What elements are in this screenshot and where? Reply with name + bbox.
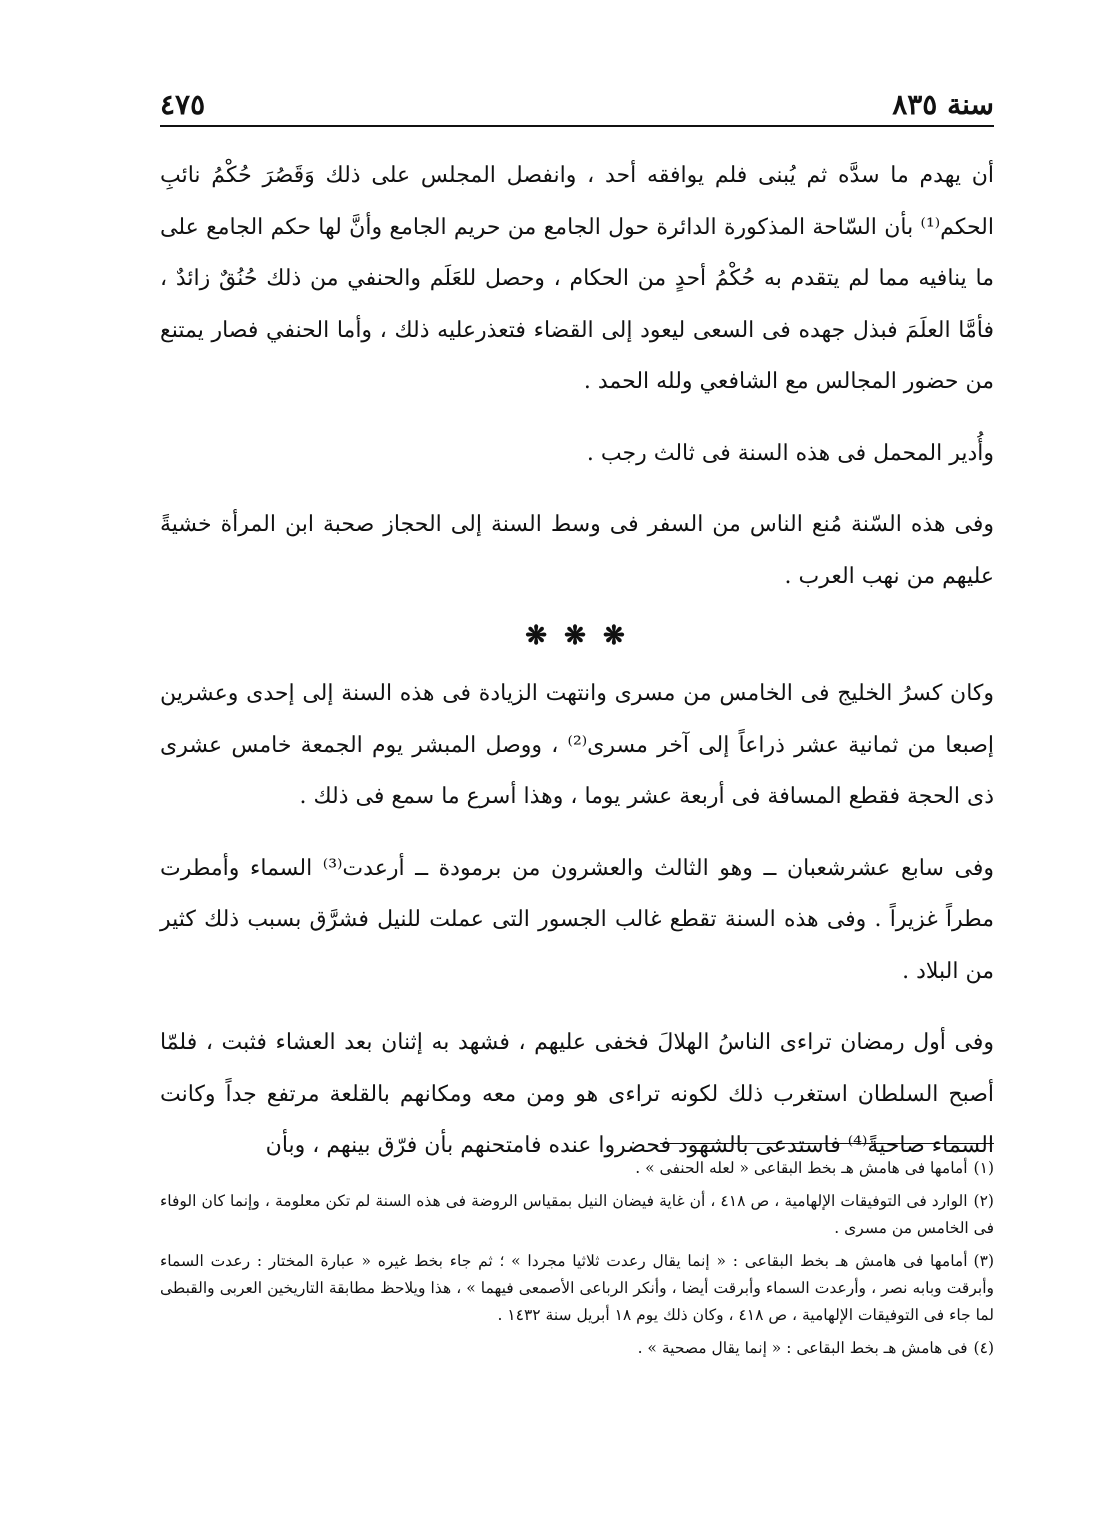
footnote [160,1155,994,1182]
paragraph: وأُدير المحمل فى هذه السنة فى ثالث رجب . [586,440,994,466]
footnote-number: (٢) [973,1192,994,1210]
paragraph: وفى أول رمضان تراءى الناسُ الهلالَ فخفى عليهم ، فشهد به إثنان بعد العشاء فثبت ، فلمّا أصبح السلطان استغرب ذلك لكونه تراءى هو ومن معه ومكانهم بالقلعة مرتفع جداً وكانت السماء صاحيةً⁽⁴⁾ فاستدعى بالشهود فحضروا عنده فامتحنهم بأن فرّق بينهم ، وبأن [160,1030,994,1158]
section-separator: ❋ ❋ ❋ [525,621,629,651]
main-text [160,150,994,1192]
footnote [160,1188,994,1242]
footnote [160,1335,994,1362]
footnote-number: (٤) [973,1339,994,1357]
header-year: سنة ٨٣٥ [892,88,994,121]
footnote [160,1248,994,1329]
paragraph: وفى هذه السّنة مُنع الناس من السفر فى وسط السنة إلى الحجاز صحبة ابن المرأة خشيةً عليهم من نهب العرب . [160,512,994,589]
paragraph: أن يهدم ما سدَّه ثم يُبنى فلم يوافقه أحد ، وانفصل المجلس على ذلك وَقَصُرَ حُكْمُ نائبِ الحكم⁽¹⁾ بأن السّاحة المذكورة الدائرة حول الجامع من حريم الجامع وأنَّ لها حكم الجامع على ما ينافيه مما لم يتقدم به حُكْمُ أحدٍ من الحكام ، وحصل للعَلَم والحنفي من ذلك حُنُقٌ زائدٌ ، فأمَّا العلَمَ فبذل جهده فى السعى ليعود إلى القضاء فتعذرعليه ذلك ، وأما الحنفي فصار يمتنع من حضور المجالس مع الشافعي ولله الحمد . [160,163,994,394]
footnote-text: أمامها فى هامش هـ بخط البقاعى : « إنما يقال رعدت ثلاثيا مجردا » ؛ ثم جاء بخط غيره « عبارة المختار : رعدت السماء وأبرقت وبابه نصر ، وأرعدت السماء وأبرقت أيضا ، وأنكر الرباعى الأصمعى فيهما » ، هذا ويلاحظ مطابقة التاريخين العربى والقبطى لما جاء فى التوفيقات الإلهامية ، ص ٤١٨ ، وكان ذلك يوم ١٨ أبريل سنة ١٤٣٢ . [160,1252,994,1324]
footnote-number: (٣) [973,1252,994,1270]
footnote-text: أمامها فى هامش هـ بخط البقاعى « لعله الحنفى » . [635,1159,968,1177]
page-number: ٤٧٥ [160,88,206,121]
running-header [160,88,994,126]
footnote-divider [660,1143,994,1144]
paragraph: وكان كسرُ الخليج فى الخامس من مسرى وانتهت الزيادة فى هذه السنة إلى إحدى وعشرين إصبعا من ثمانية عشر ذراعاً إلى آخر مسرى⁽²⁾ ، ووصل المبشر يوم الجمعة خامس عشرى ذى الحجة فقطع المسافة فى أربعة عشر يوما ، وهذا أسرع ما سمع فى ذلك . [160,681,995,809]
footnote-text: فى هامش هـ بخط البقاعى : « إنما يقال مصحية » . [637,1339,968,1357]
footnotes [160,1155,994,1368]
header-divider [160,125,994,127]
footnote-text: الوارد فى التوفيقات الإلهامية ، ص ٤١٨ ، أن غاية فيضان النيل بمقياس الروضة فى هذه السنة لم تكن معلومة ، وإنما كان الوفاء فى الخامس من مسرى . [160,1192,994,1237]
footnote-number: (١) [973,1159,994,1177]
paragraph: وفى سابع عشرشعبان ــ وهو الثالث والعشرون من برمودة ــ أرعدت⁽³⁾ السماء وأمطرت مطراً غزيراً . وفى هذه السنة تقطع غالب الجسور التى عملت للنيل فشرَّق بسبب ذلك كثير من البلاد . [160,855,994,984]
